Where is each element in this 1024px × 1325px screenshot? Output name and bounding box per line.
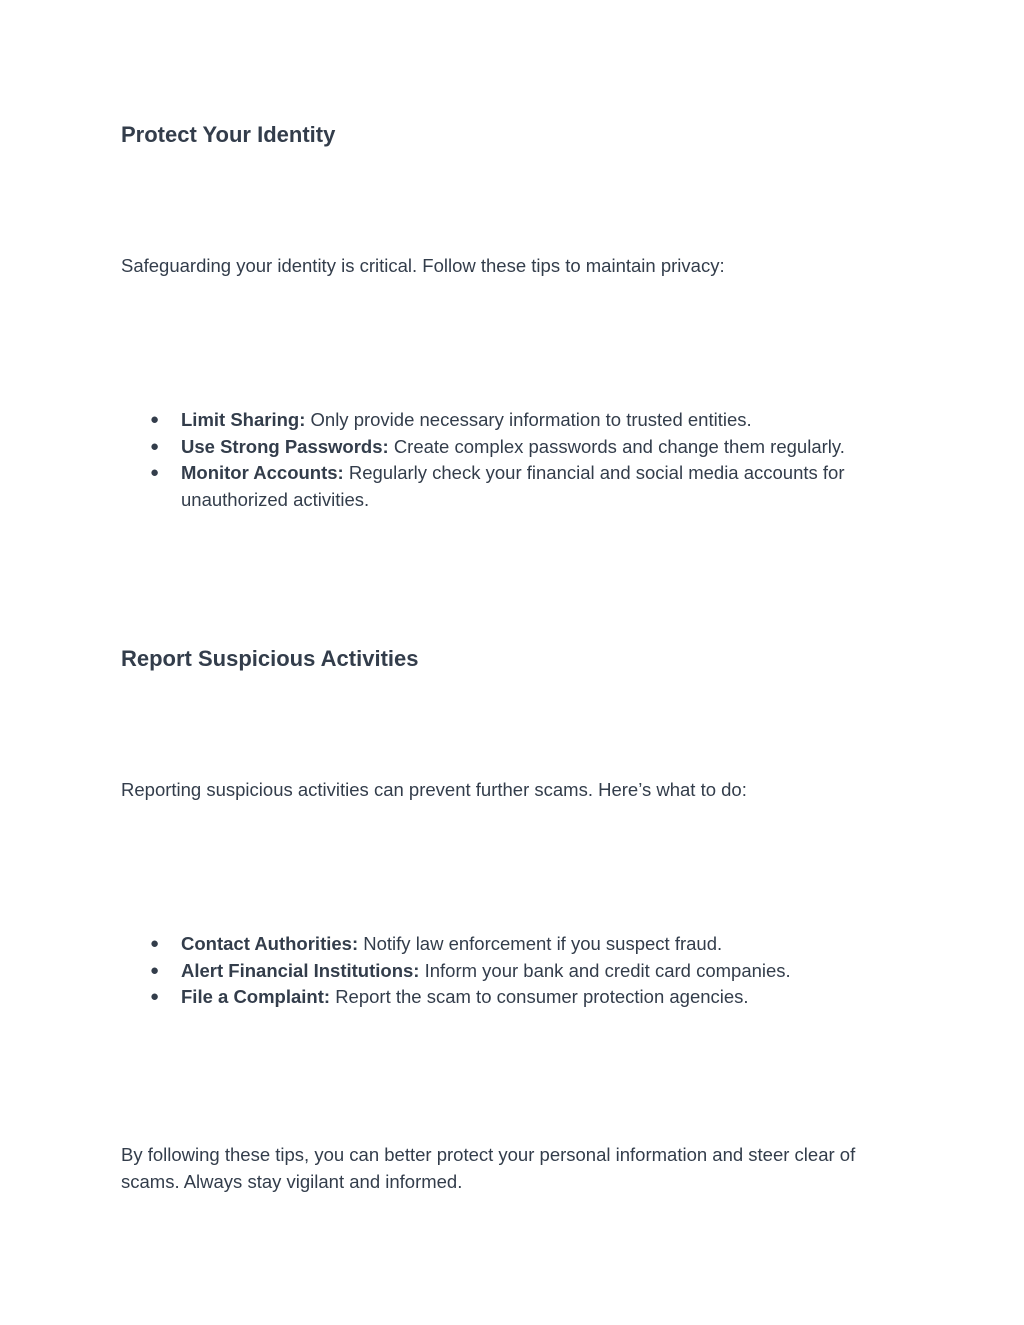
- bullet-icon: ●: [150, 411, 160, 428]
- section-intro-text: Reporting suspicious activities can prevent further scams. Here’s what to do:: [121, 779, 747, 800]
- section-intro-text: Safeguarding your identity is critical. Follow these tips to maintain privacy:: [121, 255, 725, 276]
- list-item: [121, 460, 911, 513]
- list-item-term: Alert Financial Institutions:: [181, 959, 420, 981]
- bullet-icon: ●: [150, 464, 160, 481]
- list-item: [121, 434, 911, 461]
- bulleted-list: [121, 931, 911, 1011]
- list-item: [121, 407, 911, 434]
- list-item-text: Notify law enforcement if you suspect fraud.: [363, 933, 723, 954]
- list-item-term: Use Strong Passwords:: [181, 435, 389, 457]
- conclusion: [121, 1141, 911, 1195]
- section-protect-identity: [121, 121, 911, 149]
- bullet-icon: ●: [150, 961, 160, 979]
- conclusion-text: By following these tips, you can better protect your personal information and steer clear of scams. Always stay vigilant and informed.: [121, 1144, 856, 1192]
- section-intro: [121, 252, 911, 279]
- tips-list: [121, 407, 911, 513]
- bullet-icon: ●: [150, 935, 160, 952]
- list-item-text: Create complex passwords and change them regularly.: [393, 435, 845, 457]
- section-heading: Report Suspicious Activities: [121, 646, 419, 671]
- list-item-text: Only provide necessary information to trusted entities.: [310, 409, 752, 430]
- bullet-icon: ●: [150, 437, 160, 455]
- bullet-icon: ●: [150, 988, 160, 1005]
- list-item-term: File a Complaint:: [181, 986, 331, 1007]
- list-item-term: Monitor Accounts:: [181, 462, 344, 483]
- section-intro: [121, 776, 911, 803]
- list-item-term: Limit Sharing:: [181, 409, 306, 430]
- list-item: [121, 958, 911, 985]
- section-heading: Protect Your Identity: [121, 122, 336, 147]
- bulleted-list: [121, 407, 911, 513]
- list-item-term: Contact Authorities:: [181, 933, 359, 954]
- list-item-text: Inform your bank and credit card companies.: [424, 959, 791, 981]
- list-item-text: Regularly check your financial and social media accounts for unauthorized activities.: [181, 462, 845, 510]
- list-item: [121, 931, 911, 958]
- list-item: [121, 984, 911, 1011]
- section-report-suspicious: [121, 645, 911, 673]
- tips-list: [121, 931, 911, 1011]
- list-item-text: Report the scam to consumer protection agencies.: [335, 986, 749, 1007]
